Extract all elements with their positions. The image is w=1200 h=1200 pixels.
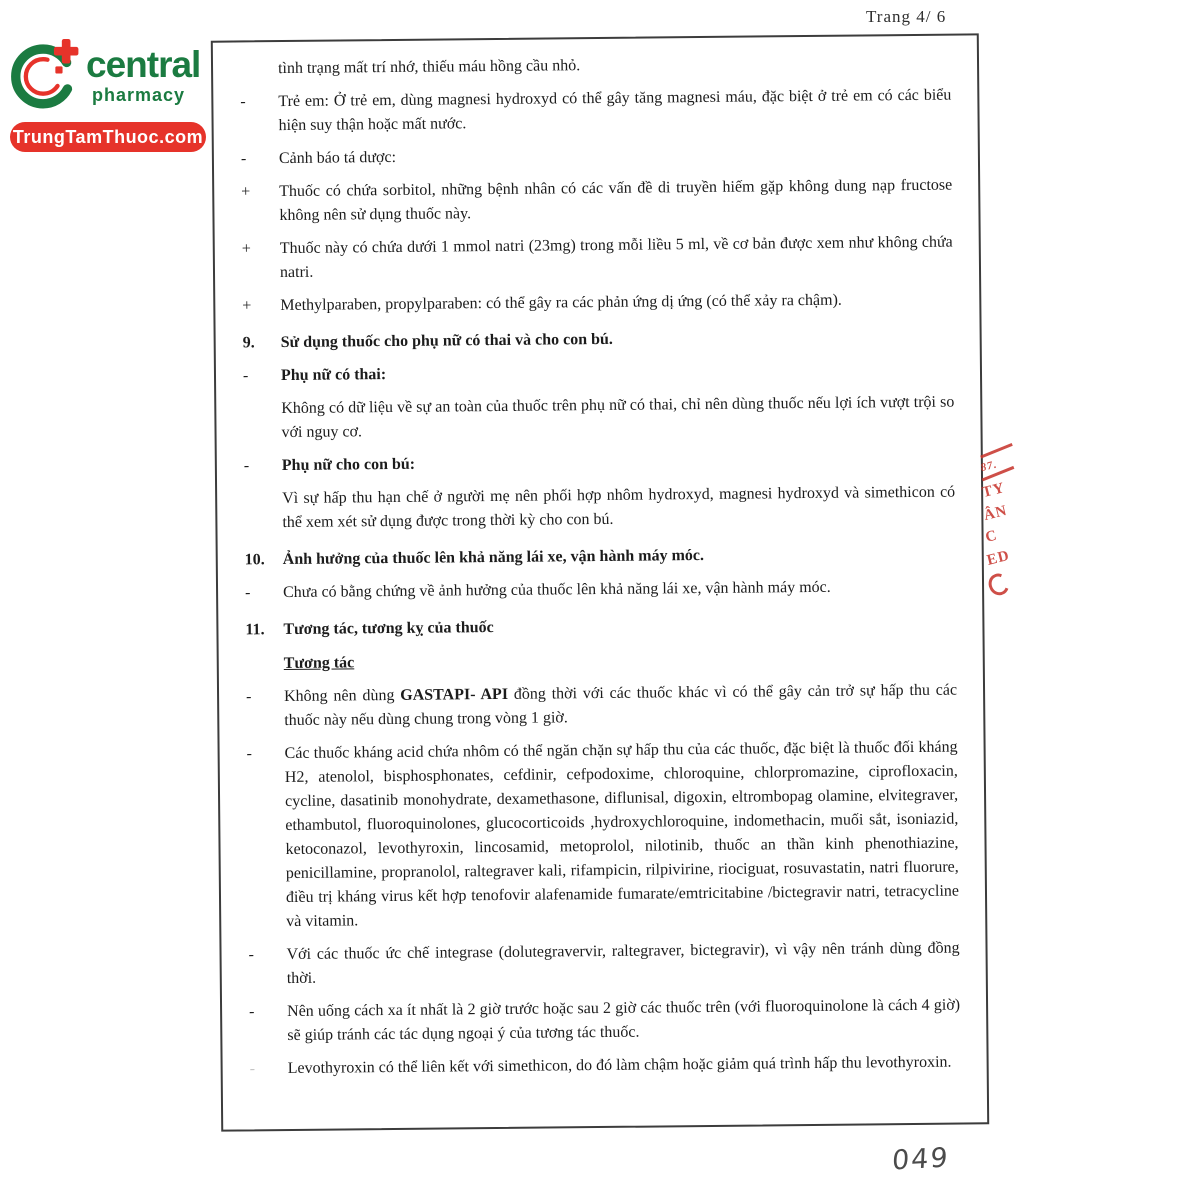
plus-marker: + <box>241 183 251 201</box>
stamp-text-fragment: 87. <box>979 458 999 475</box>
list-item <box>243 358 954 389</box>
dash-marker: - <box>245 584 251 602</box>
list-item-text: Levothyroxin có thể liên kết với simethicon, do đó làm chậm hoặc giảm quá trình hấp thu levothyroxin. <box>287 1053 952 1078</box>
list-item <box>241 141 952 172</box>
list-item-text: Nên uống cách xa ít nhất là 2 giờ trước hoặc sau 2 giờ các thuốc trên (với fluoroquinolone là cách 4 giờ) sẽ giúp tránh các tác dụng ngoại ý của tương tác thuốc. <box>287 996 961 1045</box>
stamp-text-fragment: TY <box>980 480 1007 502</box>
list-item-text: Methylparaben, propylparaben: có thể gây ra các phản ứng dị ứng (có thể xảy ra chậm). <box>280 291 842 315</box>
red-stamp-fragment <box>979 446 1027 643</box>
list-item <box>245 575 956 606</box>
list-item <box>242 288 953 319</box>
paragraph-text: Vì sự hấp thu hạn chế ở người mẹ nên phối hợp nhôm hydroxyd, magnesi hydroxyd và simethicon có thể xem xét sử dụng được trong thời kỳ cho con bú. <box>282 483 956 532</box>
stamp-text-fragment: ÂN <box>982 502 1010 524</box>
list-item-text: Các thuốc kháng acid chứa nhôm có thể ngăn chặn sự hấp thu của các thuốc, đặc biệt là thuốc đối kháng H2, atenolol, bisphosphonates, cefdinir, cefpodoxime, chloroquine, chlorpromazine, ciprofloxacin, cycline, dasatinib monohydrate, dexamethasone, diflunisal, digoxin, eltrombopag olamine, elvitegraver, ethambutol, fluoroquinolones, glucocorticoids ,hydroxychloroquine, indomethacin, muối sắt, isoniazid, ketoconazol, levothyroxin, lincosamid, metoprolol, nilotinib, thuốc an thần kinh phenothiazine, penicillamine, propranolol, raltegraver kali, rifampicin, rilpivirine, riociguat, rosuvastatin, natri fluorure, điều trị kháng virus kết hợp tenofovir alafenamide fumarate/emtricitabine /bictegravir natri, tetracycline và vitamin. <box>284 738 960 931</box>
document-frame <box>211 33 989 1131</box>
plus-marker: + <box>241 240 251 258</box>
list-item-text: Trẻ em: Ở trẻ em, dùng magnesi hydroxyd có thể gây tăng magnesi máu, đặc biệt ở trẻ em có các biểu hiện suy thận hoặc mất nước. <box>278 86 952 135</box>
dash-marker: - <box>249 1060 256 1078</box>
pharmacy-c-logo-icon <box>10 36 82 114</box>
section-number: 11. <box>245 621 265 639</box>
handwritten-number: 049 <box>891 1142 951 1177</box>
section-heading-9 <box>243 325 954 356</box>
central-pharmacy-logo <box>10 36 210 152</box>
plus-marker: + <box>242 297 252 315</box>
list-item-text: Thuốc này có chứa dưới 1 mmol natri (23mg) trong mỗi liều 5 ml, về cơ bản được xem như không chứa natri. <box>279 233 953 282</box>
list-item-text: Thuốc có chứa sorbitol, những bệnh nhân có các vấn đề di truyền hiếm gặp không dung nạp fructose không nên sử dụng thuốc này. <box>279 176 953 225</box>
list-item-text: Với các thuốc ức chế integrase (dolutegravervir, raltegraver, bictegravir), vì vậy nên tránh dùng đồng thời. <box>286 939 960 988</box>
list-item <box>244 448 955 479</box>
page-number-label: Trang 4/ 6 <box>866 7 947 26</box>
dash-marker: - <box>249 1003 255 1021</box>
list-item-text: Cảnh báo tá dược: <box>278 148 397 168</box>
logo-top-row <box>10 36 210 114</box>
dash-marker: - <box>246 688 252 706</box>
section-number: 10. <box>244 551 265 569</box>
section-heading-11 <box>245 612 956 643</box>
list-item <box>241 174 952 229</box>
paragraph-text: Không có dữ liệu về sự an toàn của thuốc trên phụ nữ có thai, chỉ nên dùng thuốc nếu lợi ích vượt trội so với nguy cơ. <box>281 393 955 442</box>
section-heading-text: Sử dụng thuốc cho phụ nữ có thai và cho con bú. <box>280 330 613 352</box>
stamp-text-fragment: ED <box>985 547 1012 569</box>
logo-brand-text: central <box>86 44 201 85</box>
rich-text-pre: Không nên dùng <box>283 686 401 706</box>
list-item <box>242 231 953 286</box>
list-item-text: Phụ nữ cho con bú: <box>281 455 416 475</box>
logo-site-text: TrungTamThuoc.com <box>12 126 204 147</box>
section-heading-text: Tương tác, tương kỵ của thuốc <box>283 619 494 639</box>
list-item <box>248 937 959 992</box>
logo-sub-text: pharmacy <box>92 85 186 105</box>
document-content <box>213 35 987 1081</box>
dash-marker: - <box>246 745 253 763</box>
paragraph-text: tình trạng mất trí nhớ, thiếu máu hồng cầu nhỏ. <box>277 57 581 78</box>
paragraph-continuation <box>240 51 951 82</box>
drug-name-bold: GASTAPI- API <box>400 685 509 704</box>
list-item-text: Phụ nữ có thai: <box>280 366 387 385</box>
dash-marker: - <box>243 457 250 475</box>
logo-site-pill <box>10 122 206 152</box>
section-heading-10 <box>245 542 956 573</box>
rich-text-post: đồng thời với các thuốc khác vì có thể gây cản trở sự hấp thu các thuốc này nếu dùng chung trong vòng 1 giờ. <box>284 681 958 730</box>
stamp-circle-fragment <box>985 570 1012 598</box>
paragraph-continuation <box>281 391 954 445</box>
dash-marker: - <box>242 367 249 385</box>
paragraph-continuation <box>282 481 955 535</box>
list-item-text: Chưa có bằng chứng về ảnh hưởng của thuốc lên khả năng lái xe, vận hành máy móc. <box>283 578 831 602</box>
list-item <box>249 994 960 1049</box>
dash-marker: - <box>240 150 247 168</box>
stamp-text-fragment: C <box>983 527 1000 547</box>
section-heading-text: Ảnh hưởng của thuốc lên khả năng lái xe, vận hành máy móc. <box>282 547 705 569</box>
dash-marker: - <box>248 946 254 964</box>
list-item <box>240 84 951 139</box>
section-number: 9. <box>242 334 255 352</box>
list-item-text <box>284 679 957 733</box>
list-item <box>247 736 960 935</box>
subheading-tuong-tac: Tương tác <box>283 654 355 673</box>
dash-marker: - <box>240 93 246 111</box>
logo-words <box>86 46 200 106</box>
list-item <box>250 1051 961 1082</box>
list-item <box>246 679 957 734</box>
